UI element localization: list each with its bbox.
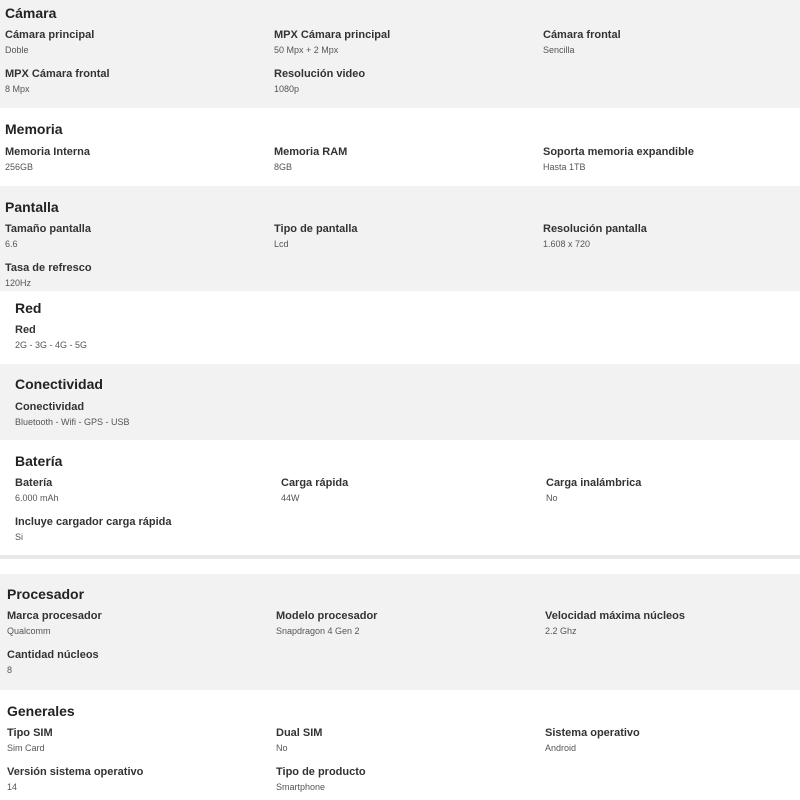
spec-label: Marca procesador <box>7 610 102 622</box>
spec-item <box>546 477 641 504</box>
spec-label: Versión sistema operativo <box>7 766 144 778</box>
spec-label: Memoria RAM <box>274 146 348 158</box>
spec-item <box>543 146 694 173</box>
spec-item <box>15 324 87 351</box>
spec-label: Resolución pantalla <box>543 223 647 235</box>
spec-value: 50 Mpx + 2 Mpx <box>274 45 339 55</box>
spec-label: Tasa de refresco <box>5 262 92 274</box>
section-procesador <box>0 574 800 690</box>
spec-value: Hasta 1TB <box>543 162 586 172</box>
spec-label: Tipo de producto <box>276 766 366 778</box>
spec-label: Cantidad núcleos <box>7 649 99 661</box>
spec-item <box>5 29 94 56</box>
spec-value: 6.000 mAh <box>15 493 59 503</box>
section-red <box>0 291 800 364</box>
spec-label: Cámara principal <box>5 29 95 41</box>
spec-label: Batería <box>15 477 53 489</box>
spec-value: No <box>276 743 288 753</box>
spec-label: Memoria Interna <box>5 146 90 158</box>
spec-value: 2.2 Ghz <box>545 626 577 636</box>
spec-item <box>543 223 647 250</box>
spec-label: Carga rápida <box>281 477 349 489</box>
section-divider <box>0 555 800 559</box>
spec-label: Red <box>15 324 36 336</box>
section-title: Procesador <box>7 586 85 602</box>
spec-item <box>15 477 59 504</box>
spec-item <box>276 610 377 637</box>
spec-label: MPX Cámara principal <box>274 29 391 41</box>
spec-item <box>274 68 365 95</box>
spec-value: 44W <box>281 493 300 503</box>
section-pantalla <box>0 186 800 291</box>
spec-value: No <box>546 493 558 503</box>
spec-value: 1.608 x 720 <box>543 239 591 249</box>
spec-item <box>274 223 358 250</box>
section-title: Batería <box>15 453 63 469</box>
spec-item <box>15 401 130 428</box>
spec-item <box>543 29 621 56</box>
spec-value: Lcd <box>274 239 289 249</box>
section-memoria <box>0 108 800 186</box>
section-bateria <box>0 440 800 556</box>
spec-item <box>276 727 322 754</box>
spec-label: Tipo de pantalla <box>274 223 358 235</box>
section-generales <box>0 690 800 800</box>
spec-label: Incluye cargador carga rápida <box>15 516 172 528</box>
spec-label: Modelo procesador <box>276 610 378 622</box>
spec-item <box>7 727 53 754</box>
spec-value: Sencilla <box>543 45 575 55</box>
spec-item <box>7 649 99 676</box>
spec-value: 6.6 <box>5 239 18 249</box>
spec-label: Conectividad <box>15 401 85 413</box>
spec-item <box>5 146 90 173</box>
spec-value: 2G - 3G - 4G - 5G <box>15 340 88 350</box>
section-title: Memoria <box>5 121 63 137</box>
spec-label: Soporta memoria expandible <box>543 146 694 158</box>
spec-item <box>5 68 110 95</box>
spec-label: Resolución video <box>274 68 366 80</box>
spec-value: 8 Mpx <box>5 84 30 94</box>
spec-item <box>5 223 91 250</box>
spec-value: Si <box>15 532 24 542</box>
spec-item <box>274 146 347 173</box>
spec-value: 1080p <box>274 84 300 94</box>
spec-label: Carga inalámbrica <box>546 477 642 489</box>
spec-item <box>276 766 366 793</box>
spec-label: MPX Cámara frontal <box>5 68 110 80</box>
spec-item <box>274 29 390 56</box>
spec-item <box>7 766 143 793</box>
spec-label: Tipo SIM <box>7 727 53 739</box>
spec-value: 8GB <box>274 162 293 172</box>
spec-value: 8 <box>7 665 13 675</box>
spec-value: Smartphone <box>276 782 326 792</box>
section-conectividad <box>0 364 800 440</box>
spec-item <box>15 516 172 543</box>
spec-value: 256GB <box>5 162 34 172</box>
spec-item <box>545 610 685 637</box>
section-title: Cámara <box>5 5 57 21</box>
spec-label: Sistema operativo <box>545 727 640 739</box>
spec-item <box>7 610 102 637</box>
spec-value: Snapdragon 4 Gen 2 <box>276 626 360 636</box>
section-title: Red <box>15 300 42 316</box>
spec-value: 120Hz <box>5 278 32 288</box>
spec-label: Cámara frontal <box>543 29 621 41</box>
section-title: Conectividad <box>15 376 103 392</box>
spec-label: Velocidad máxima núcleos <box>545 610 686 622</box>
spec-label: Tamaño pantalla <box>5 223 91 235</box>
section-camara <box>0 0 800 108</box>
spec-value: Qualcomm <box>7 626 51 636</box>
spec-value: Android <box>545 743 577 753</box>
spec-item <box>5 262 92 289</box>
spec-item <box>545 727 640 754</box>
spec-item <box>281 477 348 504</box>
section-title: Pantalla <box>5 199 59 215</box>
spec-value: 14 <box>7 782 18 792</box>
spec-value: Doble <box>5 45 29 55</box>
section-title: Generales <box>7 703 75 719</box>
spec-value: Bluetooth - Wifi - GPS - USB <box>15 417 130 427</box>
spec-label: Dual SIM <box>276 727 323 739</box>
spec-value: Sim Card <box>7 743 45 753</box>
